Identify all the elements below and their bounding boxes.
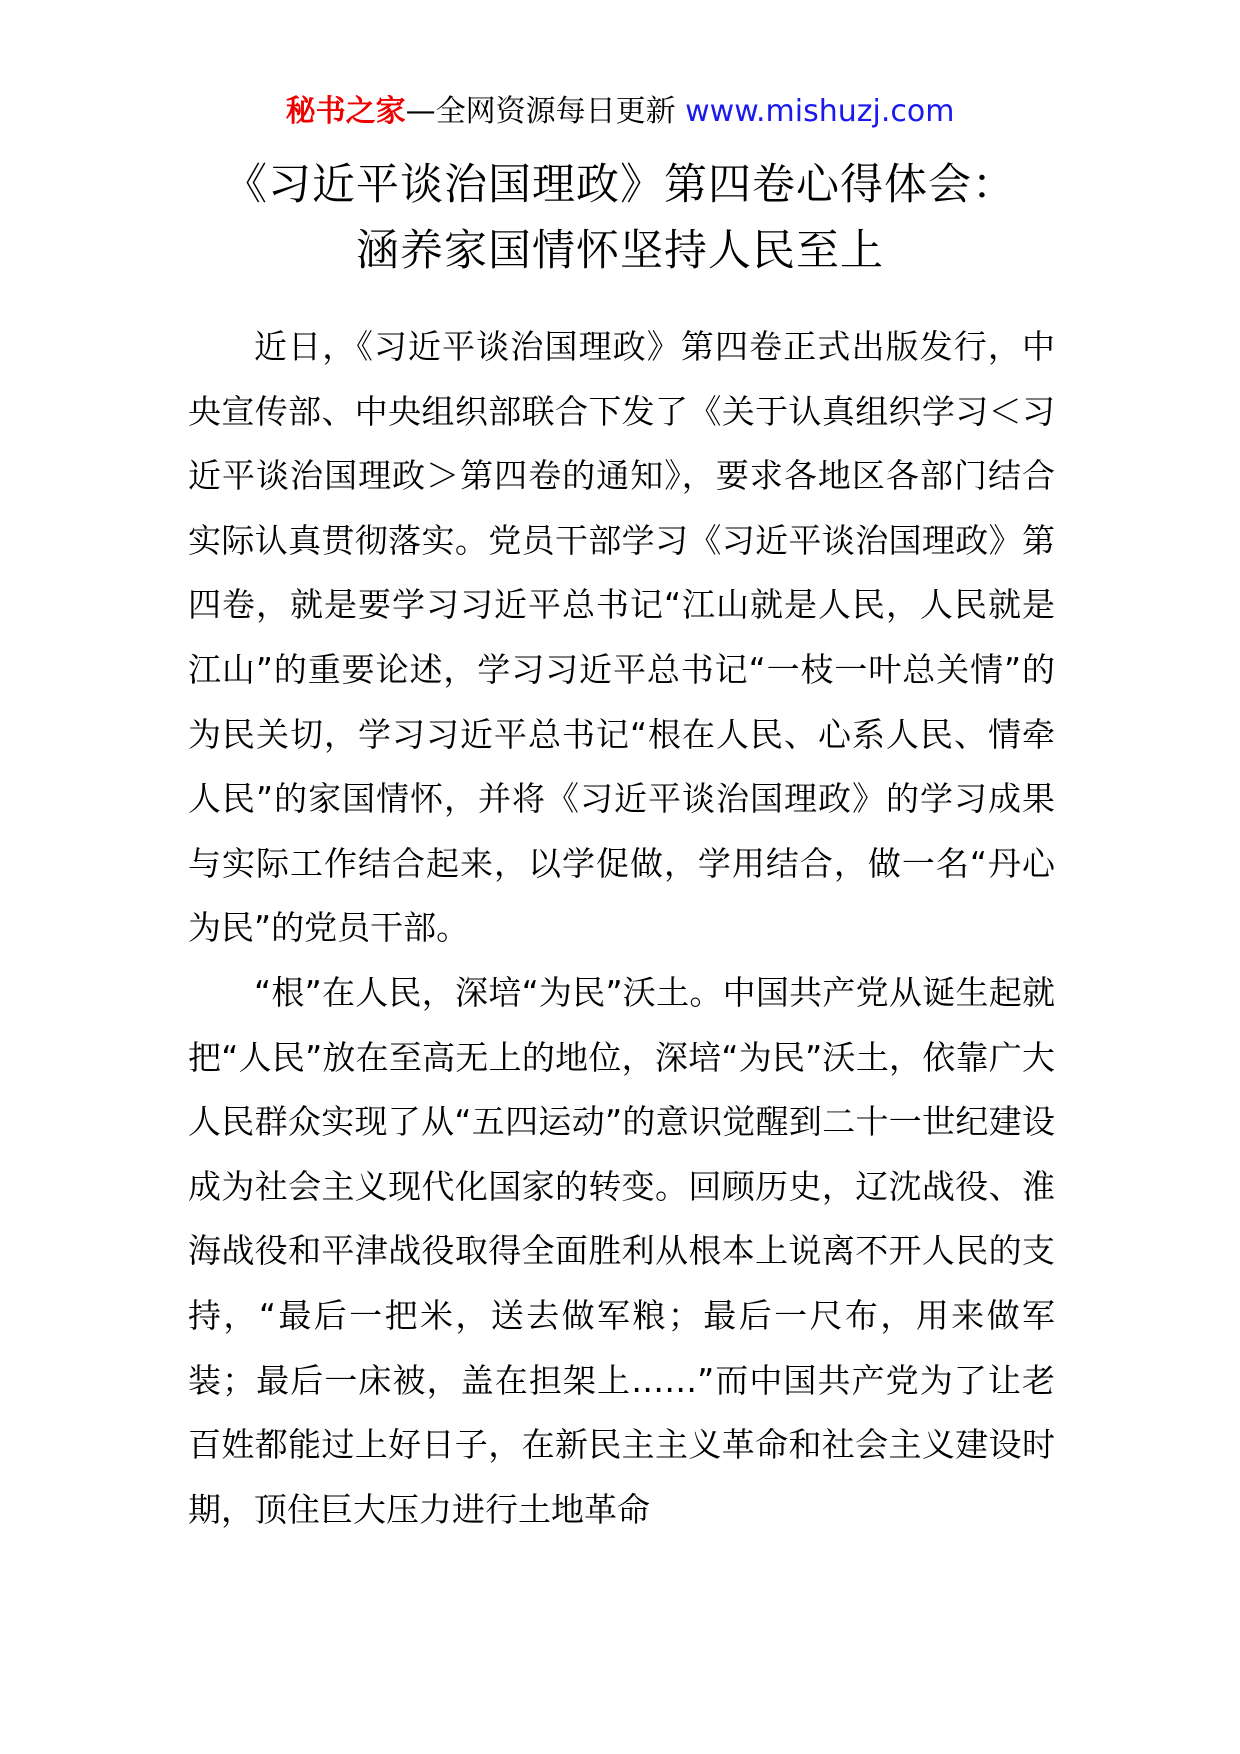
document-body [188, 315, 1055, 1542]
site-url-link[interactable]: www.mishuzj.com [685, 94, 955, 129]
body-paragraph: 近日，《习近平谈治国理政》第四卷正式出版发行，中央宣传部、中央组织部联合下发了《关于认真组织学习＜习近平谈治国理政＞第四卷的通知》，要求各地区各部门结合实际认真贯彻落实。党员干部学习《习近平谈治国理政》第四卷，就是要学习习近平总书记“江山就是人民，人民就是江山”的重要论述，学习习近平总书记“一枝一叶总关情”的为民关切，学习习近平总书记“根在人民、心系人民、情牵人民”的家国情怀，并将《习近平谈治国理政》的学习成果与实际工作结合起来，以学促做，学用结合，做一名“丹心为民”的党员干部。 [188, 327, 1055, 948]
site-name: 秘书之家 [285, 94, 406, 129]
document-title [120, 152, 1120, 284]
site-tagline: —全网资源每日更新 [405, 94, 686, 129]
header-banner [0, 92, 1240, 132]
title-line-1: 《习近平谈治国理政》第四卷心得体会： [224, 160, 1016, 210]
title-line-2: 涵养家国情怀坚持人民至上 [356, 226, 884, 276]
body-paragraph: “根”在人民，深培“为民”沃土。中国共产党从诞生起就把“人民”放在至高无上的地位，深培“为民”沃土，依靠广大人民群众实现了从“五四运动”的意识觉醒到二十一世纪建设成为社会主义现代化国家的转变。回顾历史，辽沈战役、淮海战役和平津战役取得全面胜利从根本上说离不开人民的支持，“最后一把米，送去做军粮；最后一尺布，用来做军装；最后一床被，盖在担架上……”而中国共产党为了让老百姓都能过上好日子，在新民主主义革命和社会主义建设时期，顶住巨大压力进行土地革命 [188, 972, 1055, 1529]
